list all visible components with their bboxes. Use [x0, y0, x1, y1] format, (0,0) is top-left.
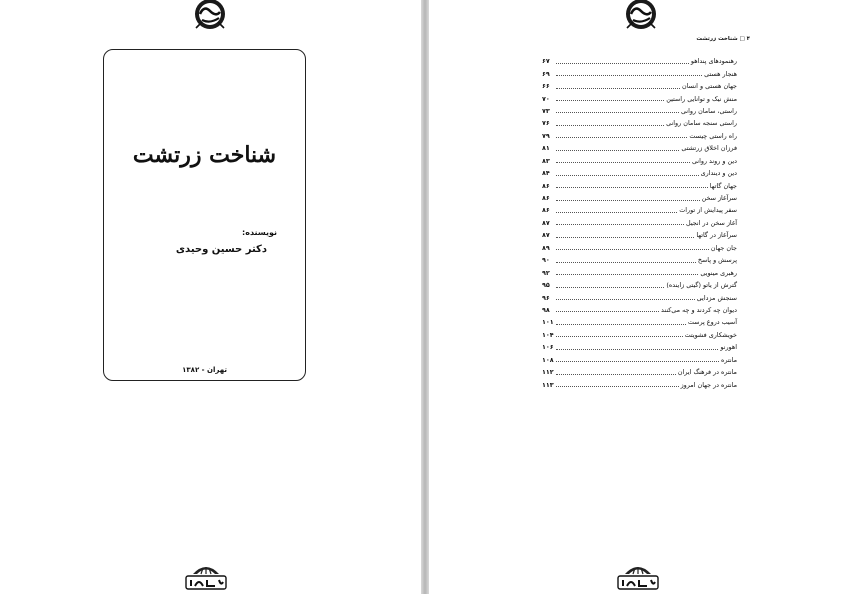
- toc-dot-leader: [556, 112, 679, 113]
- left-page: [0, 0, 421, 594]
- toc-entry: [542, 92, 737, 104]
- toc-entry: [542, 329, 737, 341]
- toc-entry-title: مانتره در فرهنگ ایران: [677, 368, 737, 377]
- cover-title: شناخت زرتشت: [132, 142, 277, 168]
- toc-entry-title: هنجار هستی: [704, 69, 737, 78]
- toc-entry-title: سفر پیدایش از تورات: [679, 206, 737, 215]
- cover-author-name: دکتر حسین وحیدی: [175, 244, 267, 255]
- toc-entry: [542, 179, 737, 191]
- toc-entry-title: راستی سنجه سامان روانی: [666, 119, 737, 128]
- toc-entry: [542, 167, 737, 179]
- toc-entry: [542, 117, 737, 129]
- toc-dot-leader: [556, 311, 659, 312]
- toc-entry-page: ۹۵: [542, 281, 550, 290]
- toc-entry-page: ۱۰۸: [542, 355, 554, 364]
- toc-entry: [542, 341, 737, 353]
- toc-entry: [542, 229, 737, 241]
- publisher-footer-logo: [615, 558, 661, 592]
- toc-entry-page: ۷۶: [542, 119, 550, 128]
- toc-dot-leader: [556, 249, 709, 250]
- toc-entry-title: گترش از یاتو (گیتی زاینده): [666, 281, 737, 290]
- toc-entry-page: ۸۷: [542, 218, 550, 227]
- toc-entry: [542, 192, 737, 204]
- toc-entry-page: ۷۹: [542, 131, 550, 140]
- toc-entry-page: ۷۰: [542, 94, 550, 103]
- page-gutter: [421, 0, 429, 594]
- toc-entry: [542, 67, 737, 79]
- toc-entry-title: فرزان اخلاق زرتشتی: [681, 144, 737, 153]
- running-head: ۴ □ شناخت زرتشت: [696, 36, 750, 42]
- toc-entry-page: ۱۱۲: [542, 368, 554, 377]
- toc-dot-leader: [556, 100, 664, 101]
- toc-entry-title: مانتره در جهان امروز: [680, 380, 737, 389]
- toc-entry-title: منش نیک و توانایی راستین: [666, 94, 737, 103]
- toc-entry-title: راستی، سامان روانی: [680, 106, 737, 115]
- toc-dot-leader: [556, 299, 695, 300]
- toc-entry-page: ۸۶: [542, 206, 550, 215]
- publisher-seal-logo: [619, 0, 663, 38]
- toc-entry-title: رهبری مینویی: [700, 268, 737, 277]
- toc-entry: [542, 279, 737, 291]
- toc-entry-title: آسیب دروغ پرست: [687, 318, 737, 327]
- toc-entry: [542, 316, 737, 328]
- toc-dot-leader: [556, 374, 676, 375]
- toc-entry-title: آغاز سخن در انجیل: [686, 218, 737, 227]
- toc-entry: [542, 204, 737, 216]
- table-of-contents: [542, 55, 737, 391]
- toc-entry-page: ۸۱: [542, 144, 550, 153]
- toc-dot-leader: [556, 75, 702, 76]
- toc-entry-page: ۹۸: [542, 305, 550, 314]
- toc-dot-leader: [556, 237, 694, 238]
- toc-entry: [542, 105, 737, 117]
- toc-entry-page: ۸۶: [542, 194, 550, 203]
- toc-entry-page: ۸۳: [542, 156, 550, 165]
- toc-entry: [542, 80, 737, 92]
- toc-entry: [542, 266, 737, 278]
- toc-entry-page: ۹۶: [542, 293, 550, 302]
- toc-dot-leader: [556, 63, 689, 64]
- toc-entry: [542, 55, 737, 67]
- toc-dot-leader: [556, 162, 690, 163]
- toc-entry-title: اهورنو: [720, 343, 737, 352]
- toc-dot-leader: [556, 349, 718, 350]
- toc-entry-title: جان جهان: [710, 243, 737, 252]
- toc-entry-page: ۶۷: [542, 57, 550, 66]
- toc-entry: [542, 242, 737, 254]
- toc-entry-page: ۱۰۶: [542, 343, 554, 352]
- toc-dot-leader: [556, 224, 684, 225]
- toc-entry-page: ۹۲: [542, 268, 550, 277]
- toc-dot-leader: [556, 361, 719, 362]
- toc-dot-leader: [556, 88, 680, 89]
- toc-entry: [542, 217, 737, 229]
- cover-imprint: تهران - ۱۳۸۲: [182, 366, 227, 374]
- toc-entry-page: ۱۰۴: [542, 330, 554, 339]
- publisher-seal-logo: [188, 0, 232, 38]
- toc-dot-leader: [556, 125, 664, 126]
- toc-entry-title: دین و روند روانی: [691, 156, 737, 165]
- toc-entry: [542, 130, 737, 142]
- toc-dot-leader: [556, 187, 708, 188]
- toc-dot-leader: [556, 150, 679, 151]
- toc-entry-page: ۸۶: [542, 181, 550, 190]
- toc-entry: [542, 304, 737, 316]
- toc-entry-title: سرآغاز سخن: [701, 194, 737, 203]
- toc-entry-title: دین و دینداری: [700, 169, 737, 178]
- toc-entry: [542, 155, 737, 167]
- toc-entry-page: ۶۶: [542, 82, 550, 91]
- toc-entry-page: ۸۴: [542, 169, 550, 178]
- toc-dot-leader: [556, 324, 686, 325]
- toc-dot-leader: [556, 175, 699, 176]
- cover-frame: [103, 49, 306, 381]
- toc-entry: [542, 378, 737, 390]
- toc-entry-page: ۱۱۳: [542, 380, 554, 389]
- toc-dot-leader: [556, 200, 700, 201]
- toc-entry-page: ۶۹: [542, 69, 550, 78]
- toc-entry: [542, 291, 737, 303]
- toc-dot-leader: [556, 336, 683, 337]
- right-page: [429, 0, 844, 594]
- toc-entry-page: ۱۰۱: [542, 318, 554, 327]
- toc-entry: [542, 142, 737, 154]
- toc-entry-title: سرآغاز در گاتها: [696, 231, 737, 240]
- toc-dot-leader: [556, 137, 687, 138]
- toc-entry-title: جهان گاتها: [709, 181, 737, 190]
- toc-entry-page: ۸۷: [542, 231, 550, 240]
- toc-entry-title: پرسش و پاسخ: [697, 256, 737, 265]
- toc-entry: [542, 254, 737, 266]
- publisher-footer-logo: [183, 558, 229, 592]
- toc-entry-page: ۹۰: [542, 256, 550, 265]
- toc-dot-leader: [556, 274, 698, 275]
- toc-dot-leader: [556, 212, 677, 213]
- toc-entry-title: سنجش مزدایی: [696, 293, 737, 302]
- toc-entry: [542, 366, 737, 378]
- toc-entry-page: ۷۳: [542, 106, 550, 115]
- toc-entry-title: راه راستی چیست: [689, 131, 737, 140]
- toc-entry-title: دیوان چه کردند و چه می‌کنند: [661, 305, 737, 314]
- toc-dot-leader: [556, 262, 696, 263]
- toc-dot-leader: [556, 287, 664, 288]
- toc-entry-page: ۸۹: [542, 243, 550, 252]
- toc-entry-title: رهنمودهای پنداهو: [690, 57, 737, 66]
- toc-entry-title: جهان هستی و انسان: [682, 82, 737, 91]
- toc-entry-title: مانتره: [721, 355, 737, 364]
- toc-dot-leader: [556, 386, 679, 387]
- toc-entry-title: خویشکاری فشویتت: [684, 330, 737, 339]
- toc-entry: [542, 354, 737, 366]
- cover-author-label: نویسنده:: [242, 228, 277, 237]
